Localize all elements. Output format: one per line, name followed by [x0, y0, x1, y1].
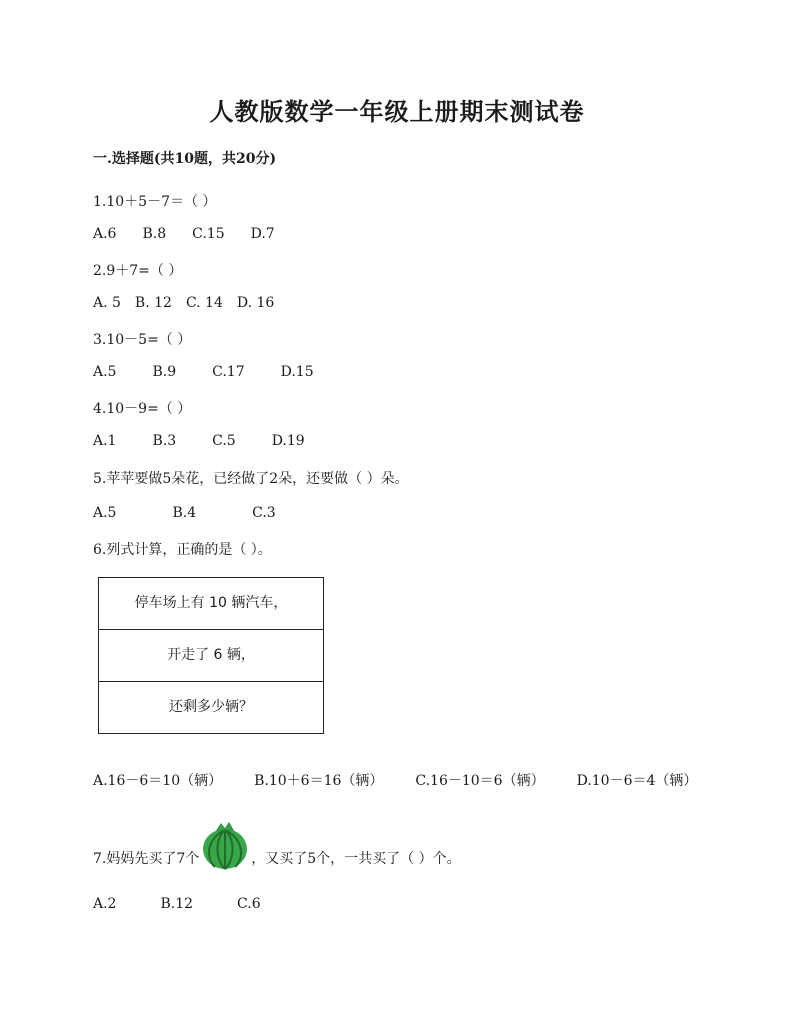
option-c: C.17 [212, 364, 245, 380]
question-1-options [93, 226, 301, 242]
question-5-options [93, 505, 332, 521]
question-1-stem: 1.10＋5－7＝（ ） [93, 194, 217, 210]
question-4-options [93, 433, 341, 449]
option-b: B.8 [142, 226, 167, 242]
option-a: A.16－6＝10（辆） [93, 773, 223, 789]
question-3-stem: 3.10－5=（ ） [93, 332, 192, 348]
option-c: C.3 [252, 505, 276, 521]
option-d: D.15 [280, 364, 314, 380]
question-3-options [93, 364, 350, 380]
question-7-stem-before: 7.妈妈先买了7个 [93, 851, 200, 867]
section-heading: 一.选择题(共10题，共20分) [93, 151, 277, 167]
option-b: B.12 [160, 896, 194, 912]
question-7-stem [93, 820, 461, 870]
option-a: A.2 [93, 896, 117, 912]
word-problem-box [98, 577, 324, 734]
question-6-stem: 6.列式计算，正确的是（ ）。 [93, 542, 272, 558]
option-c: C.6 [237, 896, 261, 912]
option-c: C. 14 [185, 295, 223, 311]
option-c: C.15 [192, 226, 225, 242]
question-2-stem: 2.9＋7=（ ） [93, 263, 183, 279]
question-2-options [93, 295, 288, 311]
question-6-options [93, 770, 729, 790]
question-5-stem: 5.苹苹要做5朵花，已经做了2朵，还要做（ ）朵。 [93, 471, 409, 487]
option-b: B.10＋6＝16（辆） [254, 773, 384, 789]
option-b: B. 12 [134, 295, 172, 311]
option-d: D.10－6＝4（辆） [576, 773, 698, 789]
option-a: A. 5 [93, 295, 121, 311]
option-a: A.5 [93, 505, 117, 521]
option-a: A.6 [93, 226, 117, 242]
option-a: A.5 [93, 364, 117, 380]
option-b: B.9 [152, 364, 177, 380]
word-problem-line: 开走了 6 辆， [99, 630, 323, 682]
option-b: B.3 [152, 433, 177, 449]
option-d: D.19 [271, 433, 305, 449]
watermelon-icon [201, 820, 249, 870]
page-title: 人教版数学一年级上册期末测试卷 [209, 97, 585, 126]
option-c: C.16－10＝6（辆） [415, 773, 545, 789]
word-problem-line: 还剩多少辆？ [169, 699, 253, 715]
question-4-stem: 4.10－9=（ ） [93, 401, 192, 417]
question-7-options [93, 896, 305, 912]
option-d: D. 16 [236, 295, 275, 311]
option-b: B.4 [172, 505, 197, 521]
option-c: C.5 [212, 433, 236, 449]
option-d: D.7 [250, 226, 275, 242]
option-a: A.1 [93, 433, 117, 449]
word-problem-line: 停车场上有 10 辆汽车， [99, 578, 323, 630]
question-7-stem-after: ，又买了5个，一共买了（ ）个。 [251, 851, 461, 867]
